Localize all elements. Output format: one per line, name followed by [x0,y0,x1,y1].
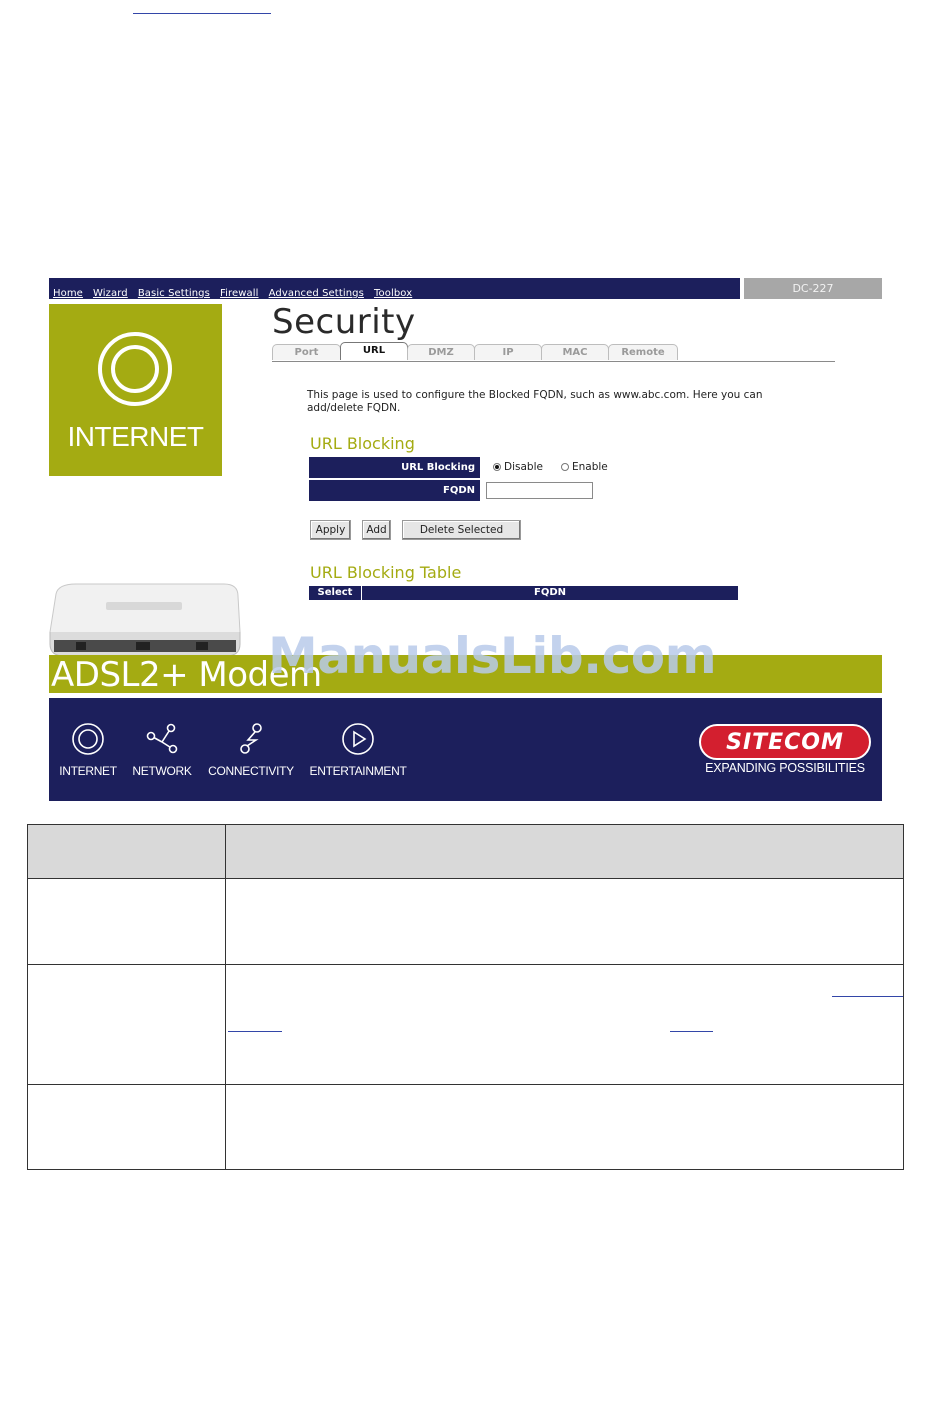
tile-label: INTERNET [67,421,204,452]
radio-unselected-icon [561,463,569,471]
doc-link[interactable] [832,996,903,997]
internet-icon [95,329,175,409]
footer-item-network [129,722,195,778]
url-blocking-table-title: URL Blocking Table [310,563,462,582]
tab-url[interactable]: URL [340,342,408,360]
sitecom-logo [699,724,871,760]
doc-link[interactable] [228,1031,282,1032]
model-label: DC-227 [744,278,882,299]
apply-button[interactable]: Apply [310,520,351,540]
modem-image [46,582,244,660]
doc-link[interactable] [670,1031,713,1032]
column-header-select: Select [309,586,362,600]
nav-link-basic-settings[interactable]: Basic Settings [137,288,210,299]
internet-icon [71,722,105,756]
url-blocking-label: URL Blocking [309,457,480,478]
sitecom-tagline: EXPANDING POSSIBILITIES [705,761,865,775]
radio-selected-icon [493,463,501,471]
footer-label-network: NETWORK [132,764,192,778]
table-column-divider [225,825,226,1169]
tab-dmz[interactable]: DMZ [407,344,475,360]
table-row-divider [28,1084,903,1085]
enable-radio[interactable] [561,461,608,473]
tab-bar [272,344,835,362]
top-link-fragment[interactable] [133,0,271,14]
network-icon [145,722,179,756]
footer-label-entertainment: ENTERTAINMENT [309,764,407,778]
watermark: ManualsLib.com [268,627,717,685]
nav-link-home[interactable]: Home [53,288,83,299]
parameter-table [27,824,904,1170]
banner-text: ADSL2+ Modem [51,655,322,695]
tab-ip[interactable]: IP [474,344,542,360]
footer-label-connectivity: CONNECTIVITY [208,764,294,778]
parameter-table-header [28,825,903,878]
delete-selected-button[interactable]: Delete Selected [402,520,521,540]
url-blocking-table-header [309,586,738,600]
play-icon [341,722,375,756]
sitecom-logo-text: SITECOM [726,730,844,755]
fqdn-input[interactable] [486,482,593,499]
footer-item-internet [59,722,117,778]
footer-label-internet: INTERNET [59,764,117,778]
nav-link-firewall[interactable]: Firewall [220,288,259,299]
table-row-divider [28,878,903,879]
tab-mac[interactable]: MAC [541,344,609,360]
nav-link-wizard[interactable]: Wizard [93,288,128,299]
page-description: This page is used to configure the Blocked FQDN, such as www.abc.com. Here you can add/delete FQDN. [307,389,763,414]
disable-radio[interactable] [493,461,543,473]
top-nav-bar [49,278,740,299]
enable-radio-label: Enable [572,461,608,473]
fqdn-label: FQDN [309,480,480,501]
nav-link-toolbox[interactable]: Toolbox [374,288,413,299]
footer-item-entertainment [305,722,411,778]
url-blocking-title: URL Blocking [310,434,415,453]
footer-bar [49,698,882,801]
connectivity-icon [234,722,268,756]
tab-port[interactable]: Port [272,344,341,360]
nav-link-advanced-settings[interactable]: Advanced Settings [268,288,364,299]
disable-radio-label: Disable [504,461,543,473]
internet-tile [49,304,222,476]
tab-remote[interactable]: Remote [608,344,678,360]
add-button[interactable]: Add [362,520,391,540]
page-title: Security [272,302,416,342]
column-header-fqdn: FQDN [533,587,566,598]
footer-item-connectivity [205,722,297,778]
table-row-divider [28,964,903,965]
